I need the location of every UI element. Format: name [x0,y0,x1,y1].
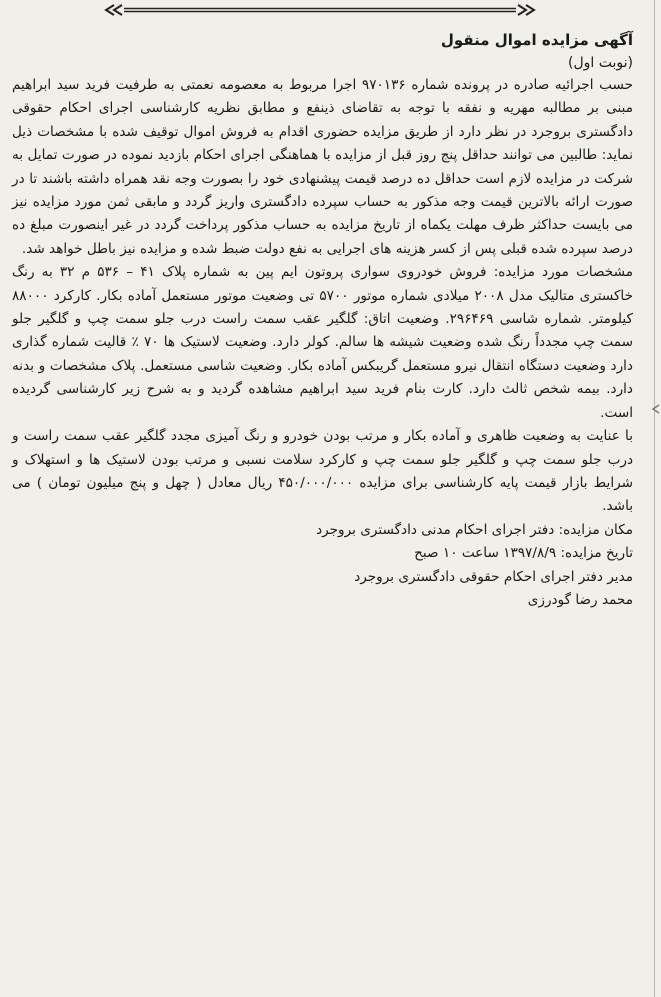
valuation-paragraph: با عنایت به وضعیت ظاهری و آماده بکار و مرتب بودن خودرو و رنگ آمیزی مجدد گلگیر عقب سمت راست و درب جلو سمت چپ و گلگیر جلو سمت چپ و کارکرد سلامت نسبی و مرتب بودن لاستیک ها و استهلاک و شرایط بازار قیمت پایه کارشناسی برای مزایده ۴۵۰/۰۰۰/۰۰۰ ریال معادل ( چهل و پنج میلیون تومان ) می باشد. [12,428,633,515]
auction-location: مکان مزایده: دفتر اجرای احکام مدنی دادگستری بروجرد [316,521,633,538]
notice-round: (نوبت اول) [568,55,633,71]
edge-arrow-icon [651,404,661,414]
auction-notice [12,28,633,973]
divider-arrows-ornament [100,2,540,18]
notice-title: آگهی مزایده اموال منقول [440,31,633,49]
signatory-name: محمد رضا گودرزی [527,591,633,608]
auction-date: تاریخ مزایده: ۱۳۹۷/۸/۹ ساعت ۱۰ صبح [414,545,633,562]
item-specifications-paragraph: مشخصات مورد مزایده: فروش خودروی سواری پروتون ایم پین به شماره پلاک ۴۱ – ۵۳۶ م ۳۲ به رنگ خاکستری متالیک مدل ۲۰۰۸ میلادی شماره موتور ۵۷۰۰ تی وضعیت موتور مستعمل آماده بکار. کارکرد ۸۸۰۰۰ کیلومتر. شماره شاسی ۲۹۶۴۶۹. وضعیت اتاق: گلگیر عقب سمت راست درب جلو سمت چپ و گلگیر جلو سمت چپ مجدداً رنگ شده وضعیت شیشه ها سالم. کولر دارد. وضعیت لاستیک ها ۷۰ ٪ قالیت شماره گذاری دارد وضعیت دستگاه انتقال نیرو مستعمل گریبکس آماده بکار. وضعیت شاسی مستعمل. پلاک مشخصات و بدنه دارد. بیمه شخص ثالث دارد. کارت بنام فرید سید ابراهیم مشاهده گردید و به شرح زیر کارشناسی گردیده است. [12,264,634,421]
signatory-title: مدیر دفتر اجرای احکام حقوقی دادگستری بروجرد [354,568,633,585]
notice-intro-paragraph: حسب اجرائیه صادره در پرونده شماره ۹۷۰۱۳۶ اجرا مربوط به معصومه نعمتی به طرفیت فرید سید ابراهیم مبنی بر مطالبه مهریه و نفقه با توجه به تقاضای ذینفع و مطابق نظریه کارشناسی اجرای احکام حقوقی دادگستری بروجرد در نظر دارد از طریق مزایده حضوری اقدام به فروش اموال توقیف شده با مشخصات ذیل نماید: طالبین می توانند حداقل پنج روز قبل از مزایده با هماهنگی اجرای احکام بازدید نموده در صورت تمایل به شرکت در مزایده لازم است حداقل ده درصد قیمت پیشنهادی خود را بصورت وجه نقد همراه داشته باشند تا در صورت ارائه بالاترین قیمت وجه مذکور به حساب سپرده دادگستری واریز گردد و مابقی ثمن مورد مزایده نیز می بایست حداکثر ظرف مهلت یکماه از تاریخ مزایده به حساب مذکور پرداخت گردد در غیر اینصورت مبلغ ده درصد سپرده شده قبلی پس از کسر هزینه های اجرایی به نفع دولت ضبط شده و مزایده نیز باطل خواهد شد. [12,77,633,257]
column-edge-line [654,0,655,997]
